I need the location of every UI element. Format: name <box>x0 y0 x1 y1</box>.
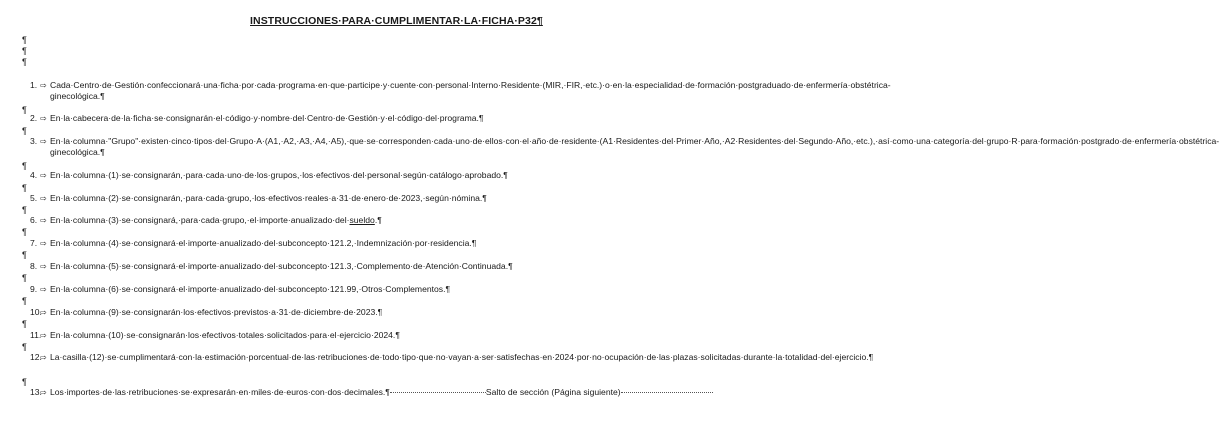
item-text: La·casilla·(12)·se·cumplimentará·con·la·estimación·porcentual·de·las·retribuciones·de·todo·tipo·que·no·vayan·a·ser·satisfechas·en·2024·por·no·ocupación·de·las·plazas·solicitadas·durante·la·totalidad·del·ejercicio.¶ <box>50 352 874 362</box>
empty-paragraph-mark: ¶ <box>22 35 27 45</box>
instruction-item-6 <box>22 215 780 226</box>
item-number: 10. <box>30 307 42 317</box>
item-number: 7. <box>30 238 38 248</box>
instruction-item-10 <box>22 307 780 318</box>
empty-paragraph-mark: ¶ <box>22 205 27 215</box>
instruction-item-13 <box>22 387 780 398</box>
tab-arrow-icon: ⇨ <box>40 308 47 317</box>
item-number: 4. <box>30 170 38 180</box>
tab-arrow-icon: ⇨ <box>40 353 47 362</box>
instruction-item-12 <box>22 352 874 363</box>
item-text: En·la·cabecera·de·la·ficha·se·consignarán·el·código·y·nombre·del·Centro·de·Gestión·y·el·código·del·programa.¶ <box>50 113 484 123</box>
item-number: 2. <box>30 113 38 123</box>
section-break-dots-right <box>621 392 713 393</box>
tab-arrow-icon: ⇨ <box>40 331 47 340</box>
item-number: 11. <box>30 330 42 340</box>
instruction-item-1 <box>22 80 891 102</box>
document-title: INSTRUCCIONES·PARA·CUMPLIMENTAR·LA·FICHA·P32¶ <box>250 15 543 27</box>
item-text <box>50 387 780 398</box>
item-number: 9. <box>30 284 38 294</box>
tab-arrow-icon: ⇨ <box>40 388 47 397</box>
item-text <box>50 215 780 226</box>
empty-paragraph-mark: ¶ <box>22 377 27 387</box>
instruction-item-8 <box>22 261 780 272</box>
item-text: En·la·columna·(9)·se·consignarán·los·efectivos·previstos·a·31·de·diciembre·de·2023.¶ <box>50 307 383 317</box>
empty-paragraph-mark: ¶ <box>22 126 27 136</box>
item-number: 8. <box>30 261 38 271</box>
empty-paragraph-mark: ¶ <box>22 227 27 237</box>
item-text: En·la·columna·(2)·se·consignarán,·para·cada·grupo,·los·efectivos·reales·a·31·de·enero·de·2023,·según·nómina.¶ <box>50 193 487 203</box>
tab-arrow-icon: ⇨ <box>40 81 47 90</box>
item-number: 6. <box>30 215 38 225</box>
underlined-word: sueldo <box>349 215 375 225</box>
instruction-item-5 <box>22 193 780 204</box>
item-number: 12. <box>30 352 42 362</box>
instruction-item-4 <box>22 170 780 181</box>
empty-paragraph-mark: ¶ <box>22 273 27 283</box>
tab-arrow-icon: ⇨ <box>40 114 47 123</box>
item-text: En·la·columna·(6)·se·consignará·el·importe·anualizado·del·subconcepto·121.99,·Otros·Complementos.¶ <box>50 284 451 294</box>
empty-paragraph-mark: ¶ <box>22 183 27 193</box>
item-text-end: .¶ <box>374 215 382 225</box>
section-break-label: Salto de sección (Página siguiente) <box>485 387 621 397</box>
item-text: En·la·columna·(4)·se·consignará·el·importe·anualizado·del·subconcepto·121.2,·Indemnización·por·residencia.¶ <box>50 238 477 248</box>
item-text: En·la·columna·(1)·se·consignarán,·para·cada·uno·de·los·grupos,·los·efectivos·del·personal·según·catálogo·aprobado.¶ <box>50 170 508 180</box>
tab-arrow-icon: ⇨ <box>40 262 47 271</box>
empty-paragraph-mark: ¶ <box>22 46 27 56</box>
item-number: 13. <box>30 387 42 397</box>
instruction-item-9 <box>22 284 780 295</box>
tab-arrow-icon: ⇨ <box>40 239 47 248</box>
instruction-item-7 <box>22 238 780 249</box>
item-text: En·la·columna·(5)·se·consignará·el·importe·anualizado·del·subconcepto·121.3,·Complemento·de·Atención·Continuada.¶ <box>50 261 513 271</box>
empty-paragraph-mark: ¶ <box>22 319 27 329</box>
item-number: 1. <box>30 80 38 90</box>
empty-paragraph-mark: ¶ <box>22 161 27 171</box>
empty-paragraph-mark: ¶ <box>22 296 27 306</box>
item-text-start: En·la·columna·(3)·se·consignará,·para·cada·grupo,·el·importe·anualizado·del· <box>50 215 350 225</box>
tab-arrow-icon: ⇨ <box>40 137 47 146</box>
item-number: 3. <box>30 136 38 146</box>
instruction-item-2 <box>22 113 780 124</box>
item-text: En·la·columna·"Grupo"·existen·cinco·tipos·del·Grupo·A·(A1,·A2,·A3,·A4,·A5),·que·se·corresponden·cada·uno·de·ellos·con·el·año·de·residente·(A1·Residentes·del·Primer·Año,·A2·Residentes·del·Segundo·Año,·etc.),·así·como·una·categoría·del·grupo·R·para·formación·postgrado·de·enfermería·obstétrica-ginecológica.¶ <box>50 136 1219 158</box>
item-number: 5. <box>30 193 38 203</box>
instruction-item-11 <box>22 330 780 341</box>
item-text: Cada·Centro·de·Gestión·confeccionará·una·ficha·por·cada·programa·en·que·participe·y·cuente·con·personal·Interno·Residente·(MIR,·FIR,·etc.)·o·en·la·especialidad·de·formación·postgraduado·de·enfermería·obstétrica-ginecológica.¶ <box>50 80 891 102</box>
section-break-dots-left <box>390 392 486 393</box>
empty-paragraph-mark: ¶ <box>22 342 27 352</box>
tab-arrow-icon: ⇨ <box>40 216 47 225</box>
empty-paragraph-mark: ¶ <box>22 250 27 260</box>
item-text-content: Los·importes·de·las·retribuciones·se·expresarán·en·miles·de·euros·con·dos·decimales.¶ <box>50 387 390 397</box>
item-text: En·la·columna·(10)·se·consignarán·los·efectivos·totales·solicitados·para·el·ejercicio·2024.¶ <box>50 330 400 340</box>
empty-paragraph-mark: ¶ <box>22 105 27 115</box>
tab-arrow-icon: ⇨ <box>40 171 47 180</box>
instruction-item-3 <box>22 136 1219 158</box>
empty-paragraph-mark: ¶ <box>22 57 27 67</box>
tab-arrow-icon: ⇨ <box>40 194 47 203</box>
tab-arrow-icon: ⇨ <box>40 285 47 294</box>
